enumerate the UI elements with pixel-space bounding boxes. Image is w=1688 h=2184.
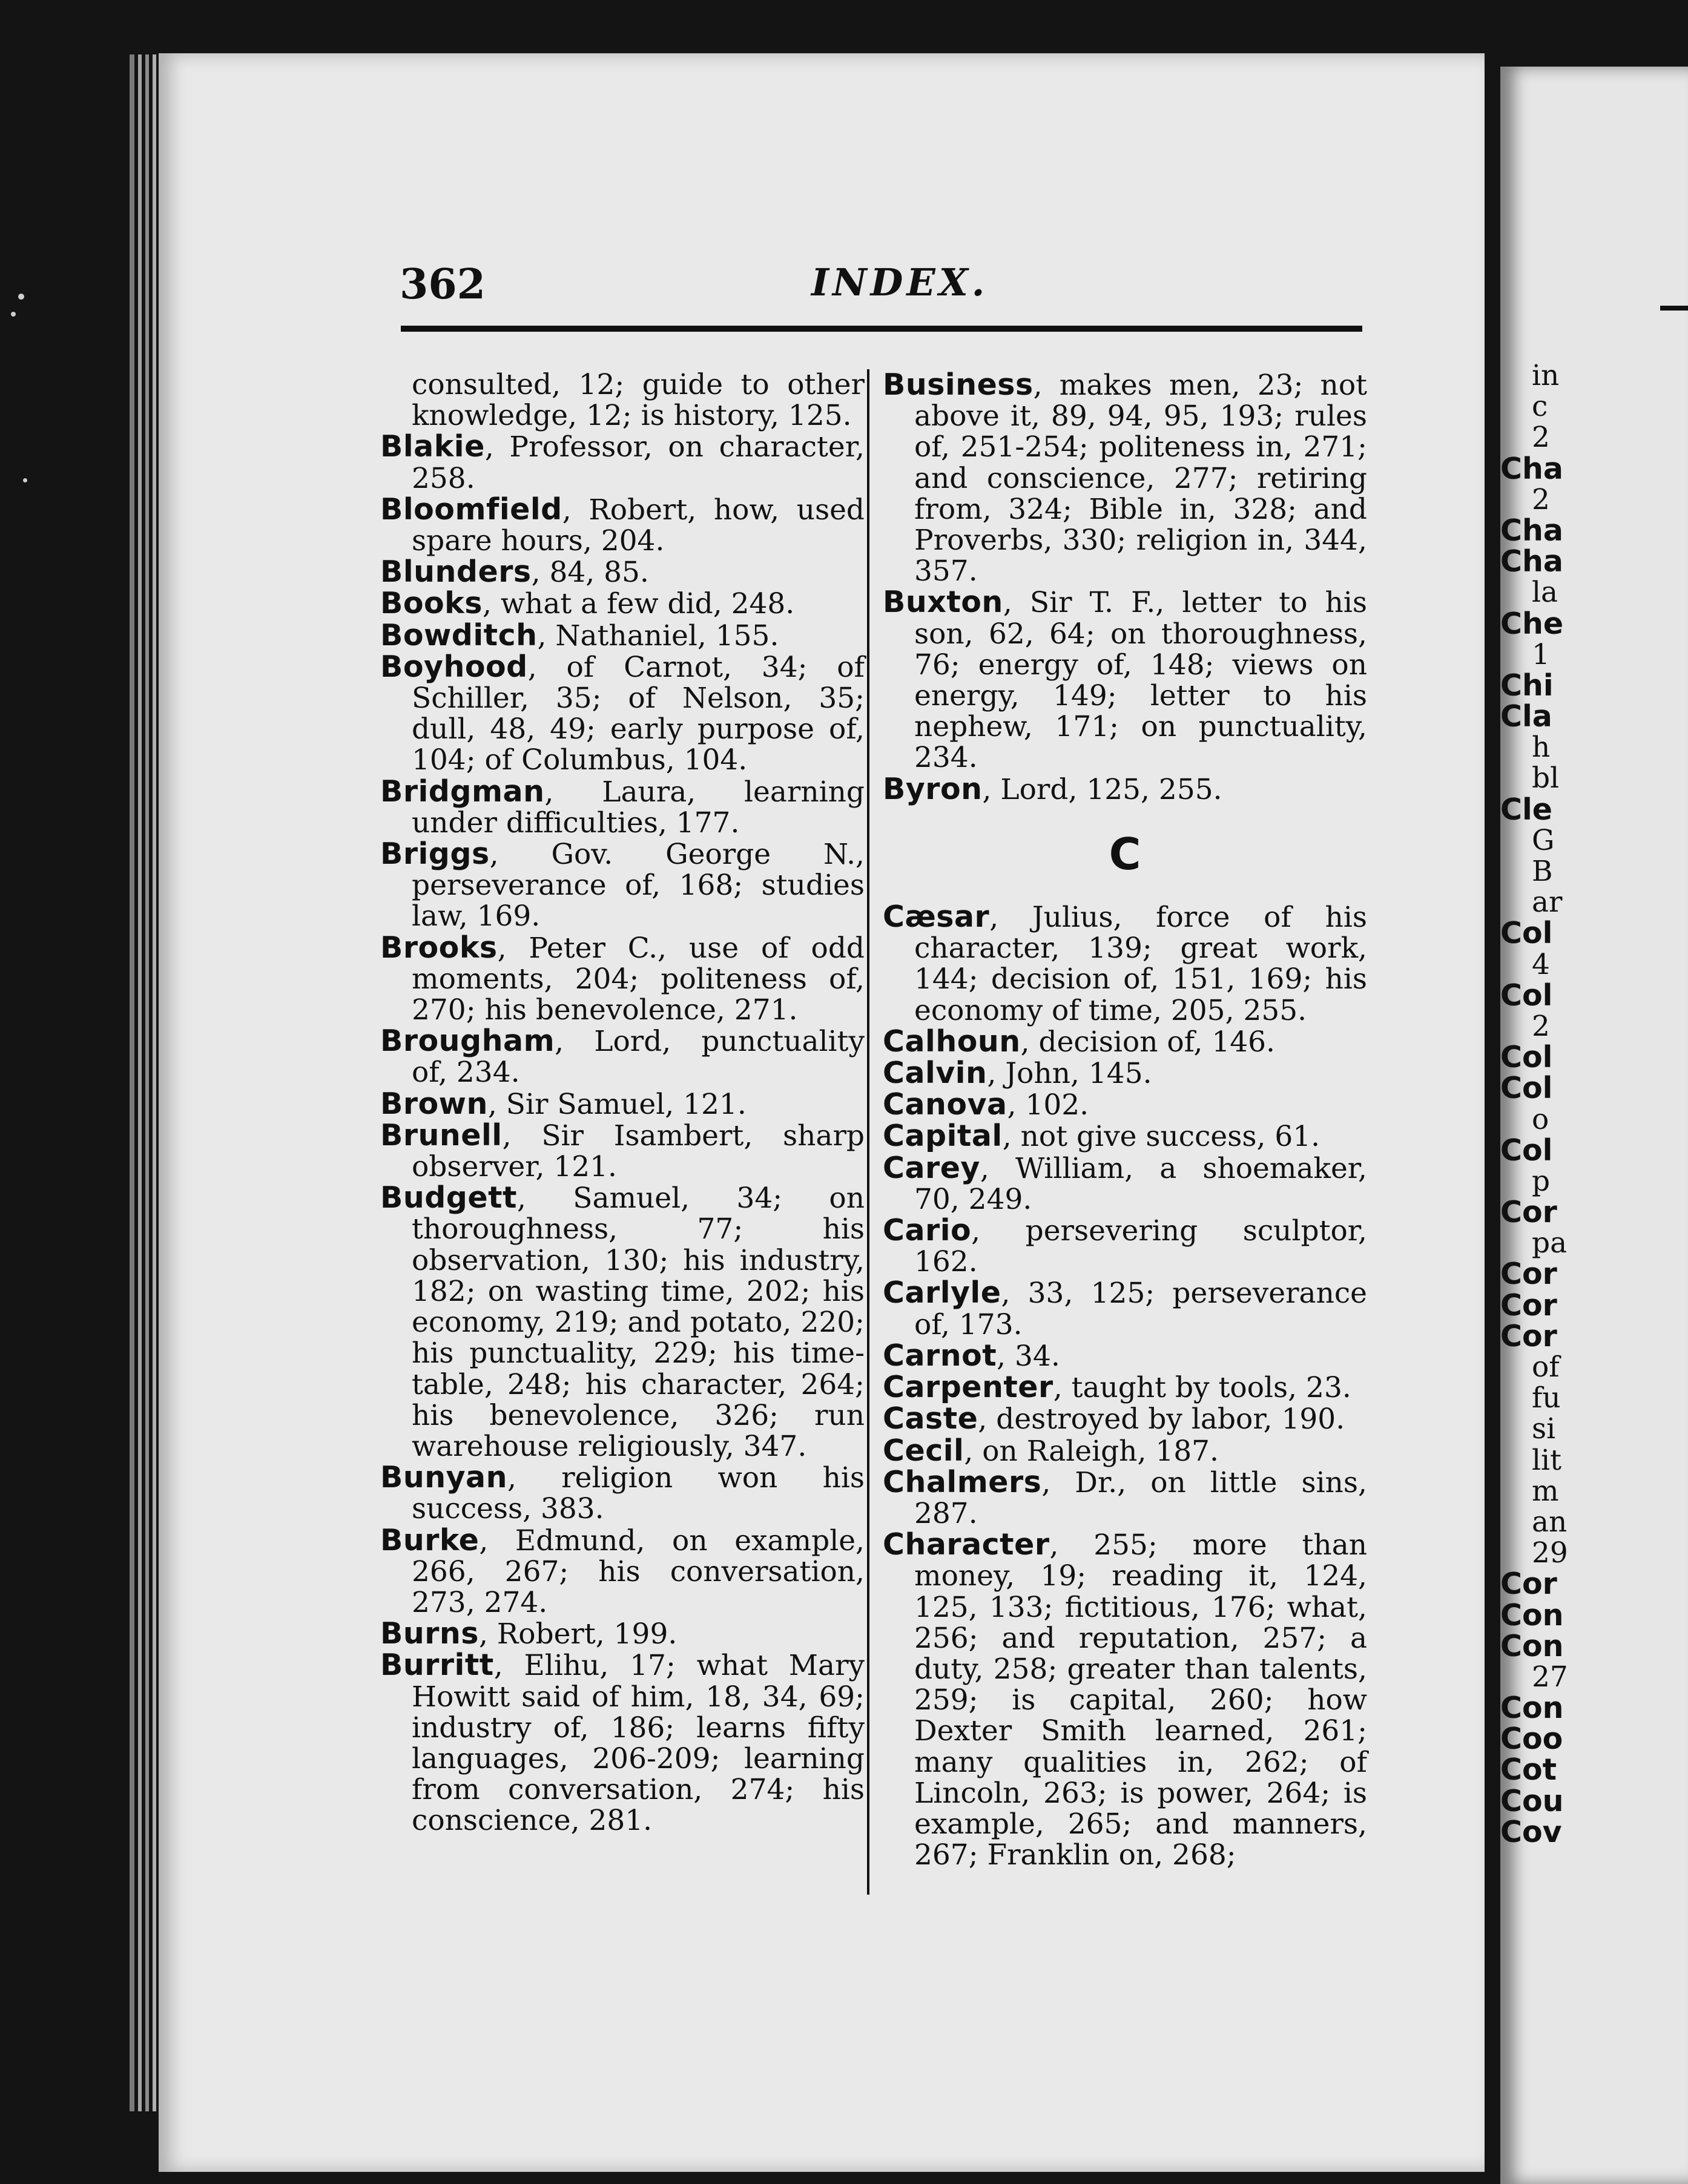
index-headword: Brunell [380, 1117, 503, 1153]
facing-page-fragment: Con [1500, 1599, 1564, 1631]
index-locators: , persevering sculptor, 162. [914, 1214, 1367, 1279]
facing-page-fragment: Col [1500, 1073, 1553, 1104]
index-headword: Burritt [380, 1648, 494, 1683]
index-entry [380, 617, 865, 653]
index-locators: , Samuel, 34; on thoroughness, 77; his observation, 130; his industry, 182; on wasting time, 202; his economy, 219; and potato, 220; his punctuality, 229; his time-table, 248; his character, 264; his benevolence, 326; run warehouse religiously, 347. [412, 1182, 865, 1463]
facing-page-fragment: o [1532, 1104, 1549, 1135]
index-locators: , Dr., on little sins, 287. [914, 1465, 1367, 1530]
index-locators: , Julius, force of his character, 139; great work, 144; decision of, 151, 169; his economy of time, 205, 255. [914, 901, 1367, 1027]
index-locators: , Robert, how, used spare hours, 204. [412, 493, 865, 558]
facing-page-fragment: bl [1532, 763, 1560, 794]
index-headword: Carnot [883, 1338, 997, 1373]
index-entry [883, 1340, 1367, 1372]
page-number: 362 [400, 260, 486, 309]
index-entry [380, 369, 865, 431]
index-locators: , Edmund, on example, 266, 267; his conversation, 273, 274. [412, 1524, 865, 1619]
facing-page-fragment: Cor [1500, 1289, 1557, 1321]
index-locators: , Sir Isambert, sharp observer, 121. [412, 1119, 865, 1184]
index-headword: Calhoun [883, 1024, 1021, 1059]
index-locators: , Gov. George N., perseverance of, 168; studies law, 169. [412, 838, 865, 933]
index-headword: Canova [883, 1087, 1007, 1122]
index-entry [380, 838, 865, 932]
index-locators: , Lord, 125, 255. [982, 772, 1222, 806]
index-locators: , Sir T. F., letter to his son, 62, 64; on thoroughness, 76; energy of, 148; views on energy, 149; letter to his nephew, 171; on punctuality, 234. [914, 586, 1367, 775]
index-locators: , Robert, 199. [478, 1617, 678, 1651]
index-locators: , 102. [1007, 1088, 1089, 1122]
index-entry [380, 1522, 865, 1619]
index-headword: Capital [883, 1119, 1003, 1154]
index-headword: Brougham [380, 1024, 555, 1059]
page-edge [138, 54, 142, 2111]
facing-page-fragment: Cle [1500, 794, 1552, 825]
header-rule [401, 326, 1362, 332]
index-entry [883, 1089, 1367, 1120]
facing-page-fragment: Cou [1500, 1785, 1564, 1817]
index-entry [380, 1618, 865, 1650]
index-headword: Byron [883, 771, 983, 806]
index-headword: Burke [380, 1522, 480, 1557]
index-locators: , Professor, on character, 258. [412, 430, 865, 495]
page-edge [145, 54, 149, 2111]
index-headword: Chalmers [883, 1464, 1042, 1499]
index-locators: , 84, 85. [531, 556, 649, 590]
index-headword: Brown [380, 1086, 488, 1121]
index-locators: consulted, 12; guide to other knowledge, 12; is history, 125. [412, 368, 865, 433]
index-locators: , Elihu, 17; what Mary Howitt said of him, 18, 34, 69; industry of, 186; learns fifty languages, 206-209; learning from conversation, 274; his conscience, 281. [412, 1649, 865, 1838]
scan-speck [18, 294, 24, 300]
index-headword: Blakie [380, 429, 485, 464]
facing-page-fragment: B [1532, 856, 1553, 887]
facing-page-fragment: G [1532, 824, 1555, 856]
index-locators: , not give success, 61. [1002, 1120, 1320, 1154]
index-headword: Bunyan [380, 1460, 508, 1495]
index-entry [380, 494, 865, 556]
index-locators: , Lord, punctuality of, 234. [412, 1025, 865, 1090]
index-entry [883, 1464, 1367, 1530]
facing-page-fragment: Cot [1500, 1754, 1557, 1786]
index-locators: , what a few did, 248. [482, 587, 795, 621]
index-entry [883, 1026, 1367, 1057]
index-entry [883, 1435, 1367, 1467]
facing-page-fragment: lit [1532, 1444, 1561, 1476]
index-locators: , 33, 125; perseverance of, 173. [914, 1277, 1367, 1341]
index-locators: , decision of, 146. [1020, 1025, 1275, 1059]
index-locators: , Laura, learning under difficulties, 177. [412, 775, 865, 840]
index-locators: , makes men, 23; not above it, 89, 94, 95, 193; rules of, 251-254; politeness in, 271; and conscience, 277; retiring from, 324; Bible in, 328; and Proverbs, 330; religion in, 344, 357. [914, 369, 1367, 588]
index-headword: Cæsar [883, 900, 990, 935]
index-entry [380, 1182, 865, 1462]
index-entry [883, 1277, 1367, 1340]
index-column-left [380, 369, 865, 1837]
index-locators: , Peter C., use of odd moments, 204; politeness of, 270; his benevolence, 271. [412, 931, 865, 1027]
index-headword: Bridgman [380, 774, 545, 809]
index-locators: , religion won his success, 383. [412, 1461, 865, 1526]
index-entry [883, 1120, 1367, 1152]
facing-page-fragment: c [1532, 391, 1548, 423]
index-entry [883, 771, 1367, 806]
running-head: INDEX. [811, 260, 989, 304]
facing-page-fragment: fu [1532, 1383, 1561, 1414]
index-headword: Blunders [380, 554, 532, 590]
column-divider [867, 369, 869, 1895]
index-headword: Character [883, 1527, 1050, 1562]
index-locators: , Nathaniel, 155. [537, 619, 779, 653]
index-entry [380, 1117, 865, 1184]
facing-page-fragment: Cor [1500, 1320, 1557, 1352]
index-headword: Briggs [380, 837, 490, 872]
index-headword: Brooks [380, 930, 498, 965]
index-entry [380, 1462, 865, 1524]
facing-page-fragment: Col [1500, 979, 1553, 1011]
facing-page-fragment: Cor [1500, 1197, 1557, 1228]
facing-page-fragment: in [1532, 360, 1560, 392]
facing-page-fragment: m [1532, 1475, 1559, 1507]
facing-page-fragment: la [1532, 577, 1558, 608]
index-entry [380, 431, 865, 493]
facing-page-fragment: Cov [1500, 1816, 1562, 1847]
index-headword: Carlyle [883, 1275, 1001, 1311]
index-locators: , 34. [997, 1339, 1060, 1373]
index-locators: , of Carnot, 34; of Schiller, 35; of Nelson, 35; dull, 48, 49; early purpose of, 104; of Columbus, 104. [412, 650, 865, 777]
index-headword: Calvin [883, 1056, 987, 1091]
index-entry [380, 776, 865, 838]
facing-page-fragment: 27 [1532, 1661, 1568, 1693]
index-entry [380, 651, 865, 776]
index-column-right [883, 369, 1367, 1870]
facing-page-fragment: of [1532, 1352, 1560, 1383]
facing-page-fragment: Chi [1500, 669, 1554, 702]
scan-speck [11, 312, 16, 317]
index-headword: Business [883, 367, 1034, 402]
scan-speck [23, 478, 27, 482]
facing-page-fragment: Col [1500, 918, 1553, 949]
index-headword: Boyhood [380, 649, 528, 684]
index-entry [883, 1215, 1367, 1277]
index-entry [883, 1529, 1367, 1870]
facing-page-fragment: Col [1500, 1042, 1553, 1073]
facing-page-fragment: ar [1532, 887, 1563, 918]
index-headword: Cario [883, 1213, 972, 1248]
index-locators: , John, 145. [987, 1057, 1152, 1091]
index-locators: , 255; more than money, 19; reading it, 124, 125, 133; fictitious, 176; what, 256; and reputation, 257; a duty, 258; greater than talents, 259; is capital, 260; how Dexter Smith learned, 261; many qualities in, 262; of Lincoln, 263; is power, 264; is example, 265; and manners, 267; Franklin on, 268; [914, 1528, 1367, 1872]
index-headword: Budgett [380, 1180, 517, 1215]
facing-page-fragment: 2 [1532, 422, 1550, 453]
index-entry [380, 556, 865, 588]
facing-page-fragment: Cla [1500, 701, 1552, 732]
facing-page-fragment: pa [1532, 1228, 1568, 1259]
index-locators: , destroyed by labor, 190. [978, 1403, 1345, 1436]
index-headword: Carpenter [883, 1370, 1053, 1405]
index-headword: Books [380, 586, 483, 621]
facing-page-fragment: Con [1500, 1630, 1564, 1662]
index-entry [883, 369, 1367, 587]
facing-page-fragment: Col [1500, 1134, 1553, 1166]
index-entries-c [883, 901, 1367, 1870]
index-headword: Bowditch [380, 617, 538, 653]
index-entry [380, 1088, 865, 1120]
index-locators: , William, a shoemaker, 70, 249. [914, 1151, 1367, 1216]
facing-page-fragment: Cha [1500, 515, 1563, 547]
index-entry [883, 1403, 1367, 1435]
index-entry [380, 1025, 865, 1088]
facing-page-fragment: 29 [1532, 1538, 1568, 1569]
index-locators: , on Raleigh, 187. [964, 1434, 1219, 1468]
facing-page-fragment: Coo [1500, 1723, 1563, 1755]
index-entry [380, 1650, 865, 1836]
index-entry [380, 588, 865, 619]
facing-page-fragment: Cha [1500, 546, 1563, 577]
facing-page-fragment: p [1532, 1165, 1551, 1197]
index-entry [883, 587, 1367, 773]
facing-page-rule [1660, 306, 1688, 311]
facing-page-fragment: si [1532, 1413, 1556, 1445]
page-edge [153, 54, 156, 2111]
facing-page-fragment: 4 [1532, 949, 1550, 980]
index-headword: Buxton [883, 585, 1003, 620]
page-header [400, 260, 1362, 327]
index-headword: Cecil [883, 1433, 964, 1468]
index-headword: Caste [883, 1401, 978, 1436]
index-headword: Burns [380, 1616, 479, 1651]
facing-page-fragment: Cha [1500, 453, 1563, 484]
facing-page-fragment: h [1532, 732, 1551, 763]
index-entry [883, 1150, 1367, 1216]
index-locators: , Sir Samuel, 121. [487, 1087, 747, 1121]
facing-page-fragment: Cor [1500, 1568, 1557, 1600]
page-edge [130, 54, 134, 2111]
index-locators: , taught by tools, 23. [1053, 1371, 1351, 1405]
index-entry [380, 932, 865, 1026]
index-headword: Carey [883, 1150, 980, 1185]
facing-page-fragment: Cor [1500, 1258, 1557, 1290]
index-entry [883, 901, 1367, 1026]
facing-page-fragment: an [1532, 1506, 1568, 1538]
index-entries-b [883, 369, 1367, 805]
facing-page-fragment: 2 [1532, 484, 1550, 515]
index-entry [883, 1057, 1367, 1089]
facing-page-fragment: Che [1500, 608, 1564, 639]
facing-page-fragment: 2 [1532, 1010, 1550, 1042]
facing-page-fragment: Con [1500, 1692, 1564, 1724]
facing-page-text [1500, 360, 1688, 1847]
index-entry [883, 1372, 1367, 1403]
index-headword: Bloomfield [380, 492, 562, 527]
facing-page-fragment: 1 [1532, 639, 1550, 670]
section-letter: C [1109, 828, 1141, 880]
